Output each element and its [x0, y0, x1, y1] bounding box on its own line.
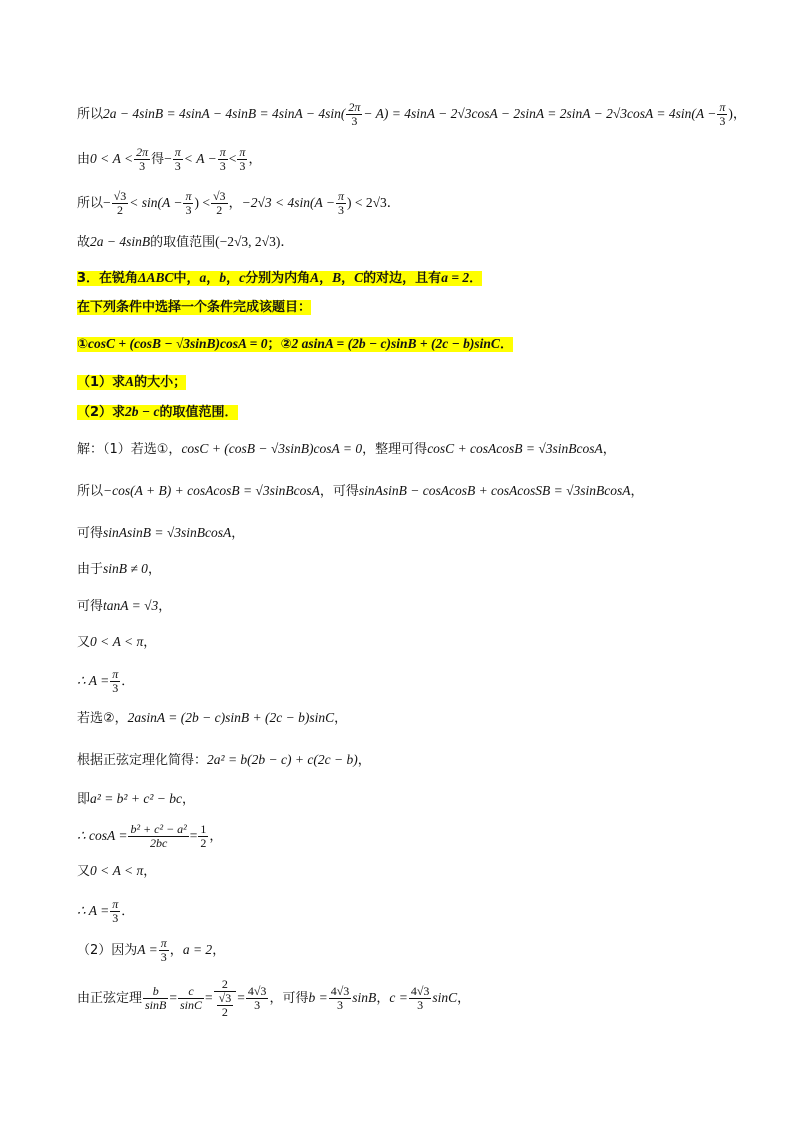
- text: ，: [158, 599, 172, 614]
- fraction: $\frac{√3}{2}$: [218, 991, 232, 1019]
- answer-line-7: [77, 668, 134, 695]
- math: a² = b² + c² − bc: [90, 791, 182, 806]
- math: a: [199, 270, 207, 285]
- math: )，: [728, 106, 747, 121]
- text: 由: [77, 152, 91, 167]
- text: 由于: [77, 562, 104, 577]
- text: （1）求: [77, 375, 126, 390]
- text: ，: [181, 792, 195, 807]
- math: 2a − 4sinB = 4sinA − 4sinB = 4sinA − 4sin(: [103, 106, 346, 121]
- fraction: $\frac{\text{b² + c² − a²}}{2bc}$: [130, 822, 187, 850]
- math: 0 < A <: [90, 151, 134, 166]
- math: sinB ≠ 0: [103, 561, 148, 576]
- answer-line-4: [77, 560, 161, 579]
- fraction: $\frac{b}{\sin B}$: [145, 984, 167, 1012]
- text: ，: [169, 943, 183, 958]
- text: 故: [77, 235, 91, 250]
- text: 即: [77, 792, 91, 807]
- answer-line-15: [77, 978, 470, 1019]
- fraction: $\frac{√3}{2}$: [212, 189, 226, 217]
- question-title: [77, 269, 482, 288]
- text: ，: [341, 271, 355, 286]
- text: （2）求: [77, 405, 126, 420]
- text: 根据正弦定理化简得：: [77, 753, 208, 768]
- text: ，: [231, 526, 245, 541]
- answer-line-9: [77, 751, 371, 770]
- math: =: [237, 990, 245, 1005]
- fraction: $\frac{c}{\sin C}$: [179, 984, 202, 1012]
- fraction: $\frac{4√3}{3}$: [330, 984, 350, 1012]
- fraction: $\frac{\pi}{3}$: [185, 189, 192, 217]
- answer-line-5: [77, 597, 171, 616]
- text: 的取值范围: [150, 235, 216, 250]
- text: ，: [226, 271, 240, 286]
- math: −: [164, 151, 172, 166]
- math: a = 2: [182, 942, 213, 957]
- fraction: $\frac{\pi}{3}$: [160, 936, 167, 964]
- text: ，: [143, 864, 157, 879]
- math: 2asinA = (2b − c)sinB + (2c − b)sinC: [127, 710, 335, 725]
- fraction: $\frac{2\pi}{3}$: [348, 100, 361, 128]
- fraction: $\frac{\pi}{3}$: [174, 145, 181, 173]
- text: ，: [357, 753, 371, 768]
- text: ．: [499, 337, 513, 352]
- math: ∴ A =: [77, 673, 110, 688]
- math: b =: [308, 990, 328, 1005]
- text: 若选②，: [77, 711, 128, 726]
- answer-line-11: [77, 823, 222, 850]
- answer-line-14: [77, 937, 225, 964]
- text: ，: [630, 484, 644, 499]
- fraction: $\frac{1}{2}$: [200, 822, 207, 850]
- solution-line-4: [77, 233, 294, 252]
- math: ∴ A =: [77, 903, 110, 918]
- math: c =: [389, 990, 408, 1005]
- text: 可得: [77, 526, 104, 541]
- text: ，: [147, 562, 161, 577]
- math: 2 asinA = (2b − c)sinB + (2c − b)sinC: [291, 336, 500, 351]
- math: 0 < A < π: [90, 634, 144, 649]
- answer-line-6: [77, 633, 156, 652]
- text: ；②: [267, 337, 292, 352]
- text: 解：（1）若选①，: [77, 442, 182, 457]
- text: 得: [151, 152, 165, 167]
- text: ．: [121, 904, 135, 919]
- text: ，: [206, 271, 220, 286]
- fraction: $\frac{4√3}{3}$: [247, 984, 267, 1012]
- math: 0 < A < π: [90, 863, 144, 878]
- text: ．: [469, 271, 483, 286]
- text: 又: [77, 864, 91, 879]
- math: cosC + (cosB − √3sinB)cosA = 0: [181, 441, 363, 456]
- math: 2a − 4sinB: [90, 234, 151, 249]
- math: =: [169, 990, 177, 1005]
- math: − A) = 4sinA − 2√3cosA − 2sinA = 2sinA − 2√3cosA = 4sin(A −: [363, 106, 717, 121]
- text: 的对边，且有: [363, 271, 442, 286]
- text: ，: [319, 271, 333, 286]
- solution-line-1: [77, 101, 746, 128]
- text: 的取值范围．: [159, 405, 238, 420]
- solution-line-3: [77, 190, 400, 217]
- question-part-2: [77, 403, 238, 422]
- fraction: $\frac{\pi}{3}$: [112, 897, 119, 925]
- math: B: [332, 270, 342, 285]
- text: 所以: [77, 484, 104, 499]
- text: ．: [121, 674, 135, 689]
- math: 2a² = b(2b − c) + c(2c − b): [207, 752, 358, 767]
- answer-line-13: [77, 898, 134, 925]
- text: 的大小；: [134, 375, 187, 390]
- text: 分别为内角: [245, 271, 311, 286]
- math: c: [239, 270, 246, 285]
- math: −cos(A + B) + cosAcosB = √3sinBcosA: [103, 483, 320, 498]
- text: 可得: [77, 599, 104, 614]
- math: cosC + (cosB − √3sinB)cosA = 0: [88, 336, 268, 351]
- text: ，: [228, 196, 242, 211]
- text: 又: [77, 635, 91, 650]
- math: < A −: [183, 151, 217, 166]
- text: ，: [376, 991, 390, 1006]
- math: A: [310, 270, 320, 285]
- text: ，可得: [269, 991, 309, 1006]
- text: 所以: [77, 196, 104, 211]
- text: ，可得: [319, 484, 359, 499]
- fraction: $\frac{\pi}{3}$: [337, 189, 344, 217]
- answer-line-8: [77, 709, 347, 728]
- text: ，: [457, 991, 471, 1006]
- text: ，: [248, 152, 262, 167]
- fraction: $\frac{\pi}{3}$: [219, 145, 226, 173]
- text: 3．在锐角: [77, 271, 139, 286]
- answer-line-2: [77, 482, 644, 501]
- math: b: [219, 270, 227, 285]
- text: ①: [77, 337, 89, 352]
- math: ) < 2√3．: [346, 195, 401, 210]
- text: ，: [602, 442, 616, 457]
- text: 所以: [77, 107, 104, 122]
- solution-line-2: [77, 146, 261, 173]
- math: cosC + cosAcosB = √3sinBcosA: [427, 441, 603, 456]
- answer-line-1: [77, 440, 616, 459]
- math: −: [103, 195, 111, 210]
- text: 中，: [173, 271, 200, 286]
- math: sinC: [432, 990, 458, 1005]
- math: (−2√3, 2√3)．: [215, 234, 294, 249]
- compound-fraction: $\frac{2}{\frac{√3}{2}}$: [214, 978, 237, 1019]
- math: ) <: [194, 195, 210, 210]
- text: 在下列条件中选择一个条件完成该题目：: [77, 300, 312, 315]
- answer-line-3: [77, 524, 244, 543]
- question-part-1: [77, 373, 186, 392]
- text: ，: [143, 635, 157, 650]
- question-choose: [77, 299, 311, 317]
- fraction: $\frac{4√3}{3}$: [410, 984, 430, 1012]
- fraction: $\frac{\pi}{3}$: [719, 100, 726, 128]
- text: ，: [334, 711, 348, 726]
- math: sinAsinB − cosAcosB + cosAcosSB = √3sinBcosA: [358, 483, 631, 498]
- math: ΔABC: [138, 270, 174, 285]
- question-conditions: [77, 335, 513, 354]
- fraction: $\frac{\pi}{3}$: [112, 667, 119, 695]
- text: ，整理可得: [362, 442, 428, 457]
- math: a = 2: [441, 270, 470, 285]
- answer-line-10: [77, 790, 195, 809]
- text: 由正弦定理: [77, 991, 143, 1006]
- text: ，: [209, 829, 223, 844]
- answer-line-12: [77, 862, 156, 881]
- math: =: [189, 828, 198, 843]
- math: sinB: [352, 990, 377, 1005]
- math: C: [354, 270, 364, 285]
- math: < sin(A −: [129, 195, 183, 210]
- math: sinAsinB = √3sinBcosA: [103, 525, 232, 540]
- math: A: [125, 374, 135, 389]
- fraction: $\frac{2\pi}{3}$: [136, 145, 149, 173]
- fraction: $\frac{√3}{2}$: [113, 189, 127, 217]
- math: =: [205, 990, 213, 1005]
- math: −2√3 < 4sin(A −: [241, 195, 335, 210]
- math: A =: [137, 942, 158, 957]
- math: <: [228, 151, 237, 166]
- math: tanA = √3: [103, 598, 159, 613]
- text: （2）因为: [77, 943, 138, 958]
- text: ，: [212, 943, 226, 958]
- fraction: $\frac{\pi}{3}$: [239, 145, 246, 173]
- math: ∴ cosA =: [77, 828, 128, 843]
- math: 2b − c: [125, 404, 160, 419]
